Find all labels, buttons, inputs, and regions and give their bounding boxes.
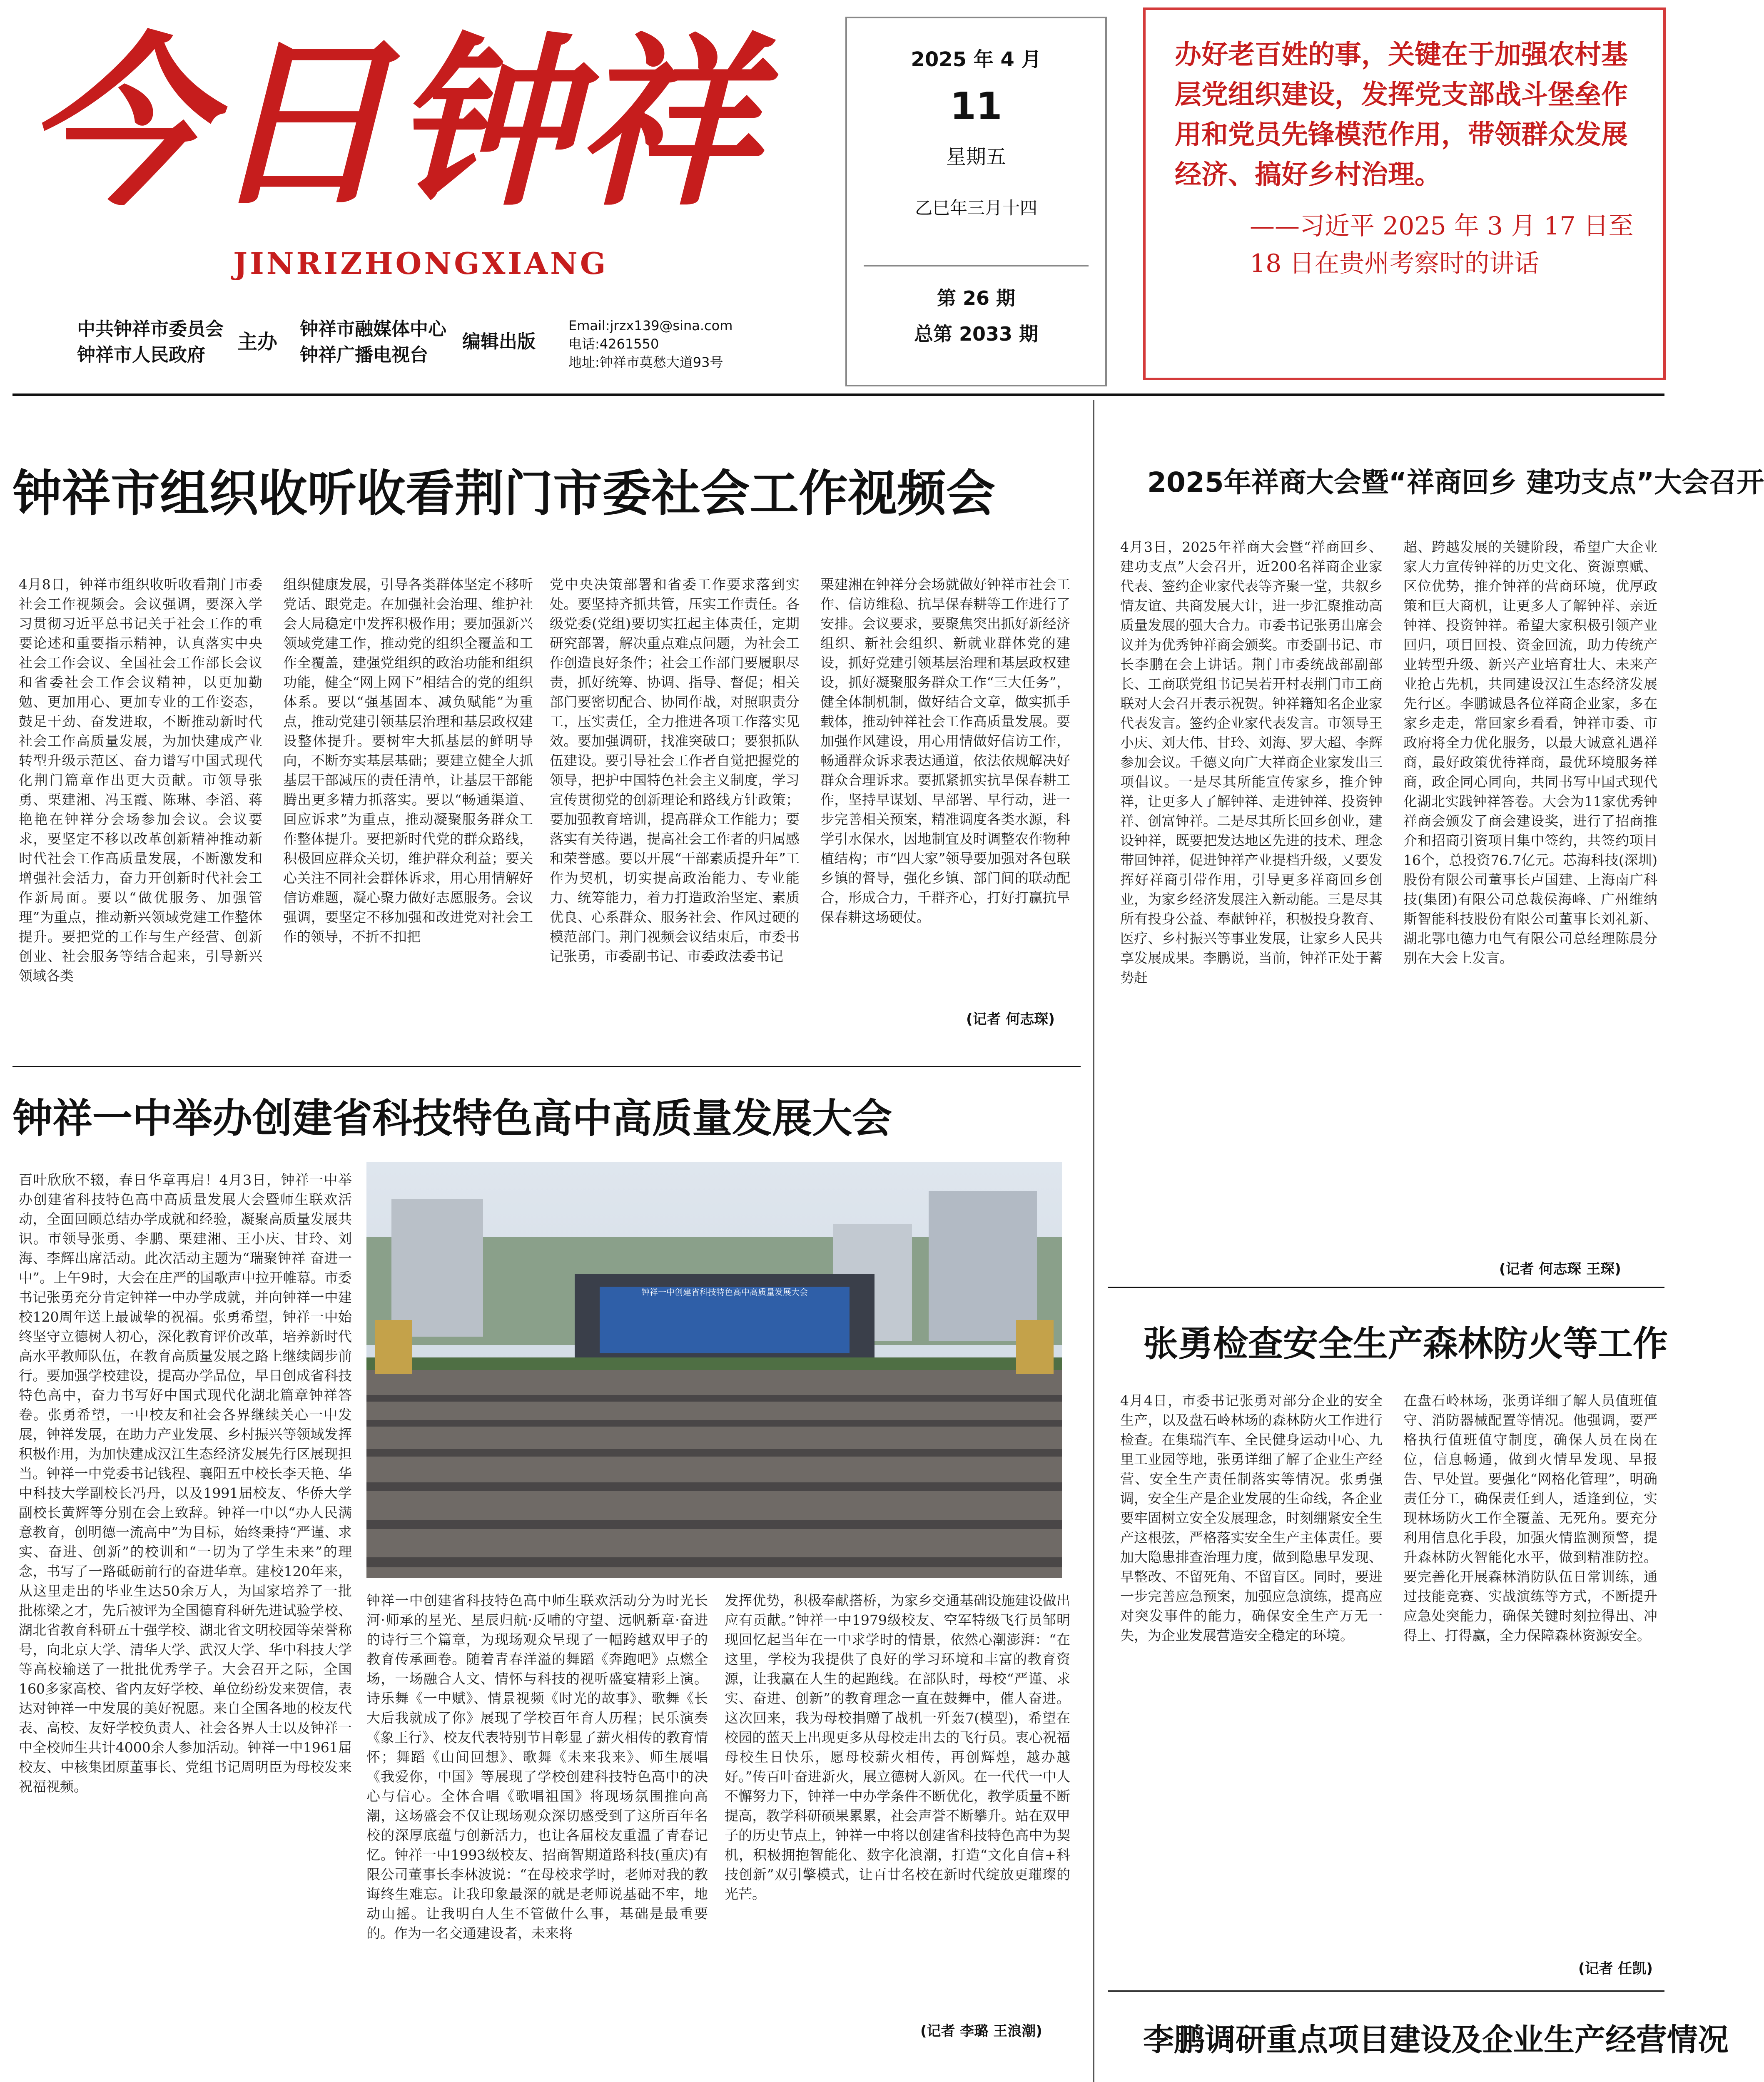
contact-email: Email:jrzx139@sina.com	[568, 318, 733, 334]
sponsor-name: 中共钟祥市委员会	[77, 319, 224, 340]
article-byline: (记者 何志琛 王琛)	[1499, 1261, 1621, 1278]
article-body-column: 发挥优势，积极奉献搭桥，为家乡交通基础设施建设做出应有贡献。”钟祥一中1979级校友、空军特级飞行员邹明现回忆起当年在一中求学时的情景，依然心潮澎湃：“在这里，学校为我提供了良好的学习环境和丰富的教育资源，让我赢在人生的起跑线。在部队时，母校“严谨、求实、奋进、创新”的教育理念一直在鼓舞中，催人奋进。这次回来，我为母校捐赠了战机一歼轰7(模型)，希望在校园的蓝天上出现更多从母校走出去的飞行员。衷心祝福母校生日快乐，愿母校薪火相传，再创辉煌，越办越好。”传百叶奋进新火，展立德树人新风。在一代代一中人不懈努力下，钟祥一中办学条件不断优化，教学质量不断提高，教学科研硕果累累，社会声誉不断攀升。站在双甲子的历史节点上，钟祥一中将以创建省科技特色高中为契机，积极拥抱智能化、数字化浪潮，打造“文化自信+科技创新”双引擎模式，让百廿名校在新时代绽放更璀璨的光芒。	[725, 1592, 1070, 1902]
article-body-column: 百叶欣欣不辍，春日华章再启！4月3日，钟祥一中举办创建省科技特色高中高质量发展大会暨师生联欢活动，全面回顾总结办学成就和经验，凝聚高质量发展共识。市领导张勇、李鹏、栗建湘、王小庆、甘玲、刘海、李辉出席活动。此次活动主题为“瑞聚钟祥 奋进一中”。上午9时，大会在庄严的国歌声中拉开帷幕。市委书记张勇充分肯定钟祥一中办学成就，并向钟祥一中建校120周年送上最诚挚的祝福。张勇希望，钟祥一中始终坚守立德树人初心，深化教育评价改革，培养新时代高水平教师队伍，在教育高质量发展之路上继续阔步前行。要加强学校建设，提高办学品位，早日创成省科技特色高中，奋力书写好中国式现代化湖北篇章钟祥答卷。张勇希望，一中校友和社会各界继续关心一中发展，钟祥发展，在助力产业发展、乡村振兴等领域发挥积极作用，为加快建成汉江生态经济发展先行区展现担当。钟祥一中党委书记钱程、襄阳五中校长李天艳、华中科技大学副校长冯丹，以及1991届校友、华侨大学副校长黄辉等分别在会上致辞。钟祥一中以“办人民满意教育，创明德一流高中”为目标，始终秉持“严谨、求实、奋进、创新”的校训和“一切为了学生未来”的理念，书写了一路砥砺前行的奋进华章。建校120年来，从这里走出的毕业生达50余万人，为国家培养了一批批栋梁之才，先后被评为全国德育科研先进试验学校、湖北省教育科研五十强学校、湖北省文明校园等荣誉称号，向北京大学、清华大学、武汉大学、华中科技大学等高校输送了一批批优秀学子。大会召开之际，全国160多家高校、省内友好学校、单位纷纷发来贺信，表达对钟祥一中发展的美好祝愿。来自全国各地的校友代表、高校、友好学校负责人、社会各界人士以及钟祥一中全校师生共计4000余人参加活动。钟祥一中1961届校友、中核集团原董事长、党组书记周明臣为母校发来祝福视频。	[19, 1172, 352, 1795]
contact-address: 地址:钟祥市莫愁大道93号	[568, 354, 723, 370]
article-body-column: 在盘石岭林场，张勇详细了解人员值班值守、消防器械配置等情况。他强调，要严格执行值班值守制度，确保人员在岗在位，信息畅通，做到火情早发现、早报告、早处置。要强化“网格化管理”，明确责任分工，确保责任到人，适逢到位，实现林场防火工作全覆盖、无死角。要充分利用信息化手段，加强火情监测预警，提升森林防火智能化水平，做到精准防控。要完善化开展森林消防队伍日常训练，通过技能竞赛、实战演练等方式，不断提升应急处突能力，确保关键时刻拉得出、冲得上、打得赢，全力保障森林资源安全。	[1403, 1392, 1657, 1644]
logo-title-text: 今日钟祥	[25, 15, 758, 231]
column-divider	[1093, 400, 1094, 2082]
article-body-column: 组织健康发展，引导各类群体坚定不移听党话、跟党走。在加强社会治理、维护社会大局稳定中发挥积极作用；要加强新兴领域党建工作，推动党的组织全覆盖和工作全覆盖，建强党组织的政治功能和组织功能，健全“网上网下”相结合的党的组织体系。要以“强基固本、减负赋能”为重点，推动党建引领基层治理和基层政权建设整体提升。要树牢大抓基层的鲜明导向，不断夯实基层基础；要建立健全大抓基层干部减压的责任清单，让基层干部能腾出更多精力抓落实。要以“畅通渠道、回应诉求”为重点，推动凝聚服务群众工作整体提升。要把新时代党的群众路线，积极回应群众关切，维护群众利益；要关心关注不同社会群体诉求，用心用情解好信访难题，凝心聚力做好志愿服务。会议强调，要坚定不移加强和改进党对社会工作的领导，不折不扣把	[283, 576, 533, 945]
article-headline: 张勇检查安全生产森林防火等工作	[1143, 1323, 1668, 1364]
section-divider	[1108, 1287, 1664, 1288]
newspaper-logo-calligraphy	[17, 8, 758, 258]
quote-text: 办好老百姓的事，关键在于加强农村基层党组织建设，发挥党支部战斗堡垒作用和党员先锋模范作用，带领群众发展经济、搞好乡村治理。	[1175, 40, 1628, 190]
article-body-column: 超、跨越发展的关键阶段，希望广大企业家大力宣传钟祥的历史文化、资源禀赋、区位优势，推介钟祥的营商环境，优厚政策和巨大商机，让更多人了解钟祥、亲近钟祥、投资钟祥。希望大家积极引领产业回归，项目回投、资金回流，助力传统产业转型升级、新兴产业培育壮大、未来产业抢占先机，共同建设汉江生态经济发展先行区。李鹏诚恳各位祥商企业家，多在家乡走走，常回家乡看看，钟祥市委、市政府将全力优化服务，以最大诚意礼遇祥商，最好政策优待祥商，最优环境服务祥商，政企同心同向，共同书写中国式现代化湖北实践钟祥答卷。大会为11家优秀钟祥商会颁发了商会建设奖，进行了招商推介和招商引资项目集中签约，共签约项目16个，总投资76.7亿元。芯海科技(深圳)股份有限公司董事长卢国建、上海南广科技(集团)有限公司总裁侯海峰、广州维纳斯智能科技股份有限公司董事长刘礼新、湖北鄂电德力电气有限公司总经理陈晨分别在大会上发言。	[1403, 539, 1657, 966]
article-headline: 2025年祥商大会暨“祥商回乡 建功支点”大会召开	[1147, 466, 1764, 498]
date-divider	[864, 265, 1089, 266]
stage-banner-text: 钟祥一中创建省科技特色高中高质量发展大会	[641, 1287, 808, 1297]
article-body-column: 4月3日，2025年祥商大会暨“祥商回乡、建功支点”大会召开，近200名祥商企业家代表、签约企业家代表等齐聚一堂，共叙乡情友谊、共商发展大计，进一步汇聚推动高质量发展的强大合力。市委书记张勇出席会议并为优秀钟祥商会颁奖。市委副书记、市长李鹏在会上讲话。荆门市委统战部副部长、工商联党组书记吴若开村表荆门市工商联对大会召开表示祝贺。钟祥籍知名企业家代表发言。签约企业家代表发言。市领导王小庆、刘大伟、甘玲、刘海、罗大超、李辉参加会议。千德义向广大祥商企业家发出三项倡议。一是尽其所能宣传家乡，推介钟祥，让更多人了解钟祥、走进钟祥、投资钟祥、创富钟祥。二是尽其所长回乡创业，建设钟祥，既要把发达地区先进的技术、理念带回钟祥，促进钟祥产业提档升级，又要发挥好祥商引带作用，引导更多祥商回乡创业，为家乡经济发展注入新动能。三是尽其所有投身公益、奉献钟祥，积极投身教育、医疗、乡村振兴等事业发展，让家乡人民共享发展成果。李鹏说，当前，钟祥正处于蓄势赶	[1120, 539, 1383, 986]
article-body-column: 4月8日，钟祥市组织收听收看荆门市委社会工作视频会。会议强调，要深入学习贯彻习近平总书记关于社会工作的重要论述和重要指示精神，认真落实中央社会工作会议、全国社会工作部长会议和省委社会工作会议精神，以更加勤勉、更加用心、更加专业的工作姿态，鼓足干劲、奋发进取，不断推动新时代社会工作高质量发展，为加快建成产业转型升级示范区、奋力谱写中国式现代化荆门篇章作出更大贡献。市领导张勇、栗建湘、冯玉霞、陈琳、李滔、蒋艳艳在钟祥分会场参加会议。会议要求，要坚定不移以改革创新精神推动新时代社会工作高质量发展，不断激发和增强社会活力，奋力开创新时代社会工作新局面。要以“做优服务、加强管理”为重点，推动新兴领域党建工作整体提升。要把党的工作与生产经营、创新创业、社会服务等结合起来，引导新兴领域各类	[19, 576, 262, 984]
sponsor-name: 钟祥市人民政府	[77, 344, 205, 366]
article-headline: 钟祥市组织收听收看荆门市委社会工作视频会	[12, 465, 996, 522]
date-weekday: 星期五	[946, 145, 1006, 169]
quote-source: ——习近平 2025 年 3 月 17 日至 18 日在贵州考察时的讲话	[1250, 212, 1634, 278]
article-headline: 钟祥一中举办创建省科技特色高中高质量发展大会	[12, 1095, 892, 1142]
publisher-block	[300, 316, 446, 368]
total-issue-number: 总第 2033 期	[914, 323, 1039, 345]
article-byline: (记者 何志琛)	[966, 1011, 1055, 1028]
publisher-name: 钟祥市融媒体中心	[300, 319, 446, 340]
article-byline: (记者 李璐 王浪潮)	[920, 2023, 1042, 2040]
publisher-name: 钟祥广播电视台	[300, 344, 428, 366]
sponsor-role: 主办	[237, 330, 278, 354]
leader-quote-box	[1143, 7, 1666, 380]
article-body-column: 栗建湘在钟祥分会场就做好钟祥市社会工作、信访维稳、抗旱保春耕等工作进行了安排。会议要求，要聚焦突出抓好新经济组织、新社会组织、新就业群体党的建设，抓好党建引领基层治理和基层政权建设，抓好凝聚服务群众工作“三大任务”，健全体制机制，做好结合文章，做实抓手载体，推动钟祥社会工作高质量发展。要加强作风建设，用心用情做好信访工作，畅通群众诉求表达通道，依法依规解决好群众合理诉求。要抓紧抓实抗旱保春耕工作，坚持早谋划、早部署、早行动，进一步完善相关预案，精准调度各类水源，科学引水保水，因地制宜及时调整农作物种植结构；市“四大家”领导要加强对各包联乡镇的督导，强化乡镇、部门间的联动配合，形成合力，千群齐心，打好打赢抗旱保春耕这场硬仗。	[820, 576, 1070, 925]
event-photo-image	[366, 1162, 1062, 1578]
sponsor-block	[77, 316, 224, 368]
section-divider	[12, 1066, 1081, 1067]
date-year-month: 2025 年 4 月	[911, 48, 1041, 71]
article-body-column: 4月4日，市委书记张勇对部分企业的安全生产，以及盘石岭林场的森林防火工作进行检查。在集瑞汽车、全民健身运动中心、九里工业园等地，张勇详细了解了企业生产经营、安全生产责任制落实等情况。张勇强调，安全生产是企业发展的生命线，各企业要牢固树立安全发展理念，时刻绷紧安全生产这根弦，严格落实安全生产主体责任。要加大隐患排查治理力度，做到隐患早发现、早整改、不留死角、不留盲区。同时，要进一步完善应急预案，加强应急演练，提高应对突发事件的能力，确保安全生产万无一失，为企业发展营造安全稳定的环境。	[1120, 1392, 1383, 1644]
masthead-divider	[12, 393, 1664, 396]
article-byline: (记者 任凯)	[1578, 1960, 1653, 1977]
date-day: 11	[950, 85, 1002, 128]
masthead-pinyin: JINRIZHONGXIANG	[233, 246, 608, 281]
publisher-role: 编辑出版	[462, 331, 536, 352]
date-lunar: 乙巳年三月十四	[914, 198, 1037, 218]
event-photo	[366, 1162, 1062, 1578]
article-headline: 李鹏调研重点项目建设及企业生产经营情况	[1143, 2022, 1729, 2058]
issue-number: 第 26 期	[937, 287, 1016, 309]
masthead-logo	[17, 8, 758, 258]
contact-block	[568, 316, 733, 371]
date-box	[845, 17, 1107, 386]
article-body-column: 党中央决策部署和省委工作要求落到实处。要坚持齐抓共管，压实工作责任。各级党委(党组)要切实扛起主体责任，定期研究部署，解决重点难点问题，为社会工作创造良好条件；社会工作部门要履职尽责，抓好统筹、协调、指导、督促；相关部门要密切配合、协同作战，对照职责分工，压实责任，全力推进各项工作落实见效。要加强调研，找准突破口；要狠抓队伍建设。要引导社会工作者自觉把握党的领导，把护中国特色社会主义制度，学习宣传贯彻党的创新理论和路线方针政策；要加强教育培训，提高群众工作能力；要落实有关待遇，提高社会工作者的归属感和荣誉感。要以开展“干部素质提升年”工作为契机，切实提高政治能力、专业能力、统筹能力，着力打造政治坚定、素质优良、心系群众、服务社会、作风过硬的模范部门。荆门视频会议结束后，市委书记张勇，市委副书记、市委政法委书记	[550, 576, 800, 964]
section-divider	[1108, 1990, 1664, 1992]
article-body-column: 钟祥一中创建省科技特色高中师生联欢活动分为时光长河·师承的星光、星辰归航·反哺的守望、远帆新章·奋进的诗行三个篇章，为现场观众呈现了一幅跨越双甲子的教育传承画卷。随着青春洋溢的舞蹈《奔跑吧》点燃全场，一场融合人文、情怀与科技的视听盛宴精彩上演。诗乐舞《一中赋》、情景视频《时光的故事》、歌舞《长大后我就成了你》展现了学校百年育人历程；民乐演奏《象王行》、校友代表特别节目彰显了薪火相传的教育情怀；舞蹈《山间回想》、歌舞《未来我来》、师生展唱《我爱你，中国》等展现了学校创建科技特色高中的决心与信心。全体合唱《歌唱祖国》将现场氛围推向高潮，这场盛会不仅让现场观众深切感受到了这所百年名校的深厚底蕴与创新活力，也让各届校友重温了青春记忆。钟祥一中1993级校友、招商智期道路科技(重庆)有限公司董事长李林波说：“在母校求学时，老师对我的教诲终生难忘。让我印象最深的就是老师说基础不牢，地动山摇。让我明白人生不管做什么事，基础是最重要的。作为一名交通建设者，未来将	[366, 1592, 708, 1941]
contact-phone: 电话:4261550	[568, 336, 659, 352]
